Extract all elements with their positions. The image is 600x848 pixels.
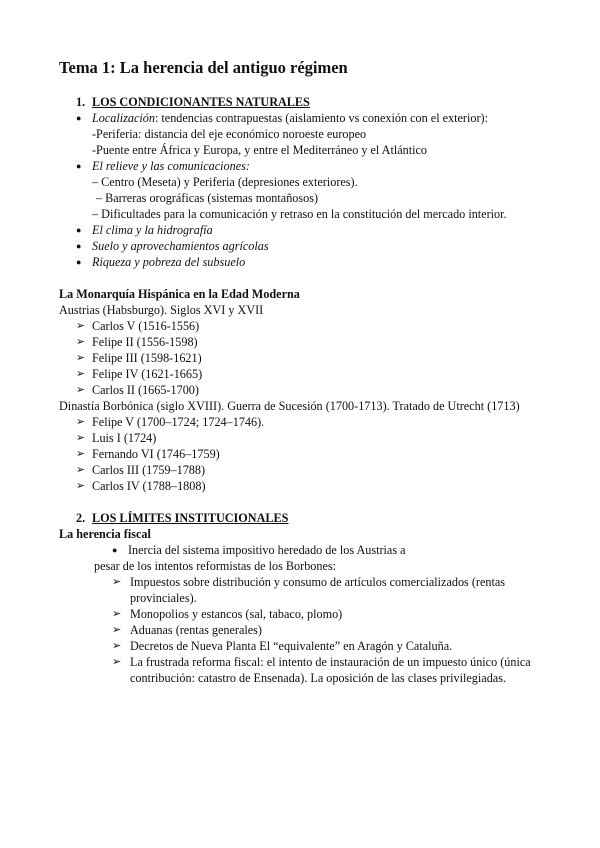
bullet-icon: ●: [76, 113, 82, 123]
austrias-item: Felipe II (1556-1598): [92, 335, 198, 349]
localizacion-text: : tendencias contrapuestas (aislamiento vs conexión con el exterior):: [154, 111, 488, 125]
arrow-icon: ➢: [76, 432, 86, 444]
bullet-icon: ●: [112, 545, 118, 555]
fiscal-item: Decretos de Nueva Planta El “equivalente” en Aragón y Cataluña.: [130, 639, 453, 653]
arrow-icon: ➢: [76, 368, 86, 380]
section-1-heading: LOS CONDICIONANTES NATURALES: [92, 95, 310, 109]
arrow-icon: ➢: [112, 608, 122, 620]
austrias-item: Carlos V (1516-1556): [92, 319, 200, 333]
inercia-line-2: pesar de los intentos reformistas de los Borbones:: [94, 559, 337, 573]
borbon-item: Fernando VI (1746–1759): [92, 447, 220, 461]
borbonica-line: Dinastía Borbónica (siglo XVIII). Guerra de Sucesión (1700-1713). Tratado de Utrecht (1713): [59, 399, 520, 413]
fiscal-item: Aduanas (rentas generales): [130, 623, 262, 637]
bullet-clima: El clima y la hidrografía: [92, 223, 213, 237]
arrow-icon: ➢: [76, 352, 86, 364]
arrow-icon: ➢: [76, 384, 86, 396]
section-1-number: 1.: [76, 95, 86, 109]
bullet-icon: ●: [76, 257, 82, 267]
fiscal-item-continuation: provinciales).: [130, 591, 197, 605]
relieve-line-3: – Dificultades para la comunicación y retraso en la constitución del mercado interior.: [92, 207, 507, 221]
borbon-item: Luis I (1724): [92, 431, 157, 445]
relieve-line-2: – Barreras orográficas (sistemas montañosos): [96, 191, 319, 205]
arrow-icon: ➢: [112, 624, 122, 636]
bullet-localizacion: [92, 110, 488, 126]
bullet-riqueza: Riqueza y pobreza del subsuelo: [92, 255, 246, 269]
arrow-icon: ➢: [112, 640, 122, 652]
localizacion-label: Localización: [92, 111, 155, 125]
bullet-relieve: El relieve y las comunicaciones:: [92, 159, 250, 173]
inercia-line-1: Inercia del sistema impositivo heredado de los Austrias a: [128, 543, 406, 557]
austrias-item: Felipe IV (1621-1665): [92, 367, 203, 381]
relieve-line-1: – Centro (Meseta) y Periferia (depresiones exteriores).: [92, 175, 358, 189]
arrow-icon: ➢: [76, 320, 86, 332]
fiscal-item: La frustrada reforma fiscal: el intento de instauración de un impuesto único (única: [130, 655, 531, 669]
monarquia-heading: La Monarquía Hispánica en la Edad Moderna: [59, 287, 300, 301]
austrias-item: Carlos II (1665-1700): [92, 383, 199, 397]
localizacion-line-2: -Puente entre África y Europa, y entre el Mediterráneo y el Atlántico: [92, 143, 428, 157]
arrow-icon: ➢: [76, 448, 86, 460]
arrow-icon: ➢: [76, 336, 86, 348]
fiscal-item: Monopolios y estancos (sal, tabaco, plomo): [130, 607, 343, 621]
austrias-item: Felipe III (1598-1621): [92, 351, 202, 365]
arrow-icon: ➢: [76, 464, 86, 476]
bullet-suelo: Suelo y aprovechamientos agrícolas: [92, 239, 269, 253]
bullet-icon: ●: [76, 241, 82, 251]
herencia-fiscal-heading: La herencia fiscal: [59, 527, 151, 541]
borbon-item: Carlos IV (1788–1808): [92, 479, 206, 493]
borbon-item: Felipe V (1700–1724; 1724–1746).: [92, 415, 265, 429]
borbon-item: Carlos III (1759–1788): [92, 463, 206, 477]
arrow-icon: ➢: [76, 480, 86, 492]
section-2-heading: LOS LÍMITES INSTITUCIONALES: [92, 511, 289, 525]
bullet-icon: ●: [76, 225, 82, 235]
fiscal-item-continuation: contribución: catastro de Ensenada). La oposición de las clases privilegiadas.: [130, 671, 506, 685]
arrow-icon: ➢: [76, 416, 86, 428]
section-2-number: 2.: [76, 511, 86, 525]
page-title: Tema 1: La herencia del antiguo régimen: [59, 58, 348, 77]
fiscal-item: Impuestos sobre distribución y consumo de artículos comercializados (rentas: [130, 575, 506, 589]
arrow-icon: ➢: [112, 576, 122, 588]
bullet-icon: ●: [76, 161, 82, 171]
localizacion-line-1: -Periferia: distancia del eje económico noroeste europeo: [92, 127, 367, 141]
austrias-line: Austrias (Habsburgo). Siglos XVI y XVII: [59, 303, 264, 317]
arrow-icon: ➢: [112, 656, 122, 668]
